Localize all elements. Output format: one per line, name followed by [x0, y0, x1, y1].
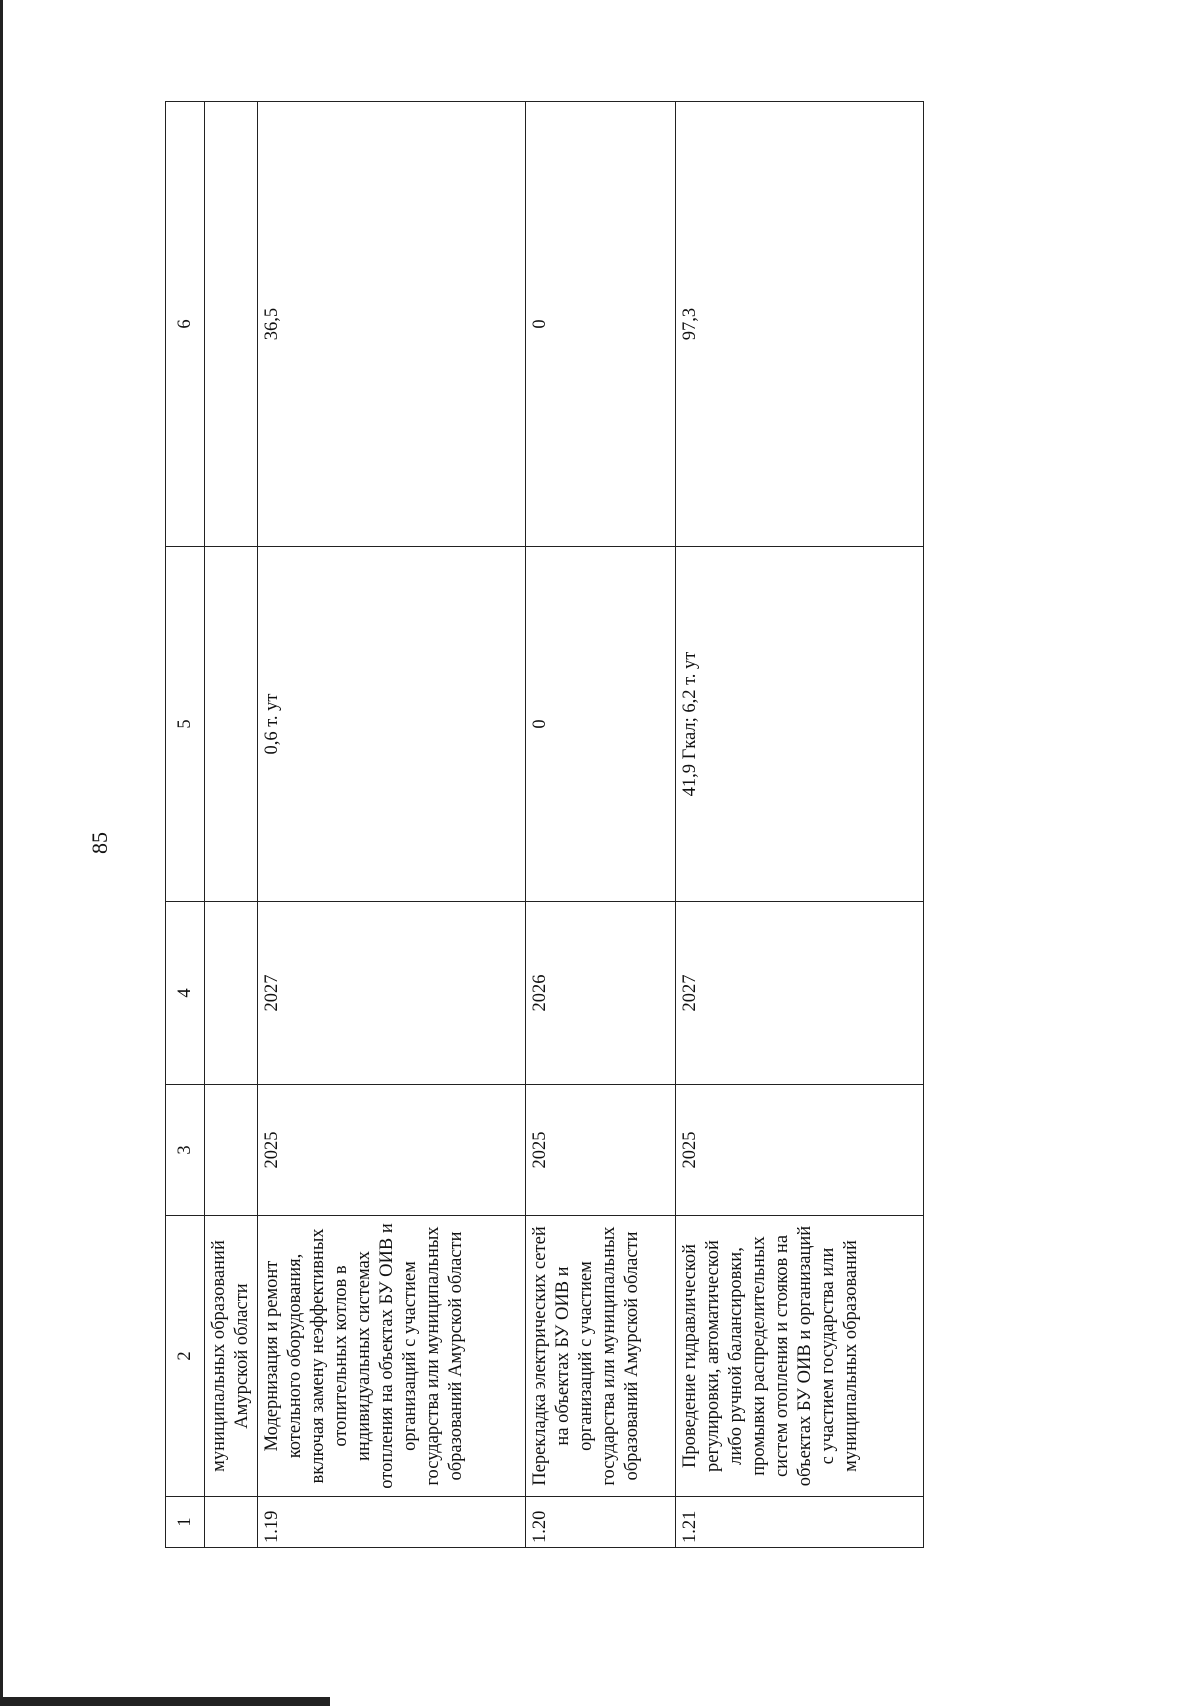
table-row-continuation [205, 102, 258, 1548]
cell-end: 2027 [258, 902, 526, 1085]
table-row [526, 102, 676, 1548]
column-header-5: 5 [166, 547, 205, 902]
cell-col6: 0 [526, 102, 676, 547]
cell-name: муниципальных образований Амурской области [205, 1216, 258, 1497]
page-number: 85 [87, 832, 112, 854]
cell-num: 1.19 [258, 1497, 526, 1548]
table-row [258, 102, 526, 1548]
column-header-4: 4 [166, 902, 205, 1085]
cell-col6: 36,5 [258, 102, 526, 547]
scan-edge-left [0, 0, 3, 1706]
cell-start: 2025 [676, 1085, 924, 1216]
cell-start: 2025 [258, 1085, 526, 1216]
table-row [676, 102, 924, 1548]
column-header-2: 2 [166, 1216, 205, 1497]
cell-end [205, 902, 258, 1085]
column-header-3: 3 [166, 1085, 205, 1216]
cell-col6 [205, 102, 258, 547]
cell-start [205, 1085, 258, 1216]
cell-end: 2026 [526, 902, 676, 1085]
cell-effect: 0 [526, 547, 676, 902]
cell-name: Перекладка электрических сетей на объектах БУ ОИВ и организаций с участием государства или муниципальных образований Амурской области [526, 1216, 676, 1497]
cell-effect [205, 547, 258, 902]
cell-num: 1.21 [676, 1497, 924, 1548]
cell-effect: 41,9 Гкал; 6,2 т. ут [676, 547, 924, 902]
cell-name: Модернизация и ремонт котельного оборудования, включая замену неэффективных отопительных котлов в индивидуальных системах отопления на объектах БУ ОИВ и организаций с участием государства или муниципальных образований Амурской области [258, 1216, 526, 1497]
cell-col6: 97,3 [676, 102, 924, 547]
measures-table [165, 101, 924, 1548]
cell-num: 1.20 [526, 1497, 676, 1548]
column-header-1: 1 [166, 1497, 205, 1548]
cell-end: 2027 [676, 902, 924, 1085]
rotated-page [87, 138, 1033, 1548]
cell-effect: 0,6 т. ут [258, 547, 526, 902]
cell-num [205, 1497, 258, 1548]
column-header-6: 6 [166, 102, 205, 547]
column-number-row [166, 102, 205, 1548]
scan-edge-bottom [0, 1697, 330, 1706]
cell-start: 2025 [526, 1085, 676, 1216]
cell-name: Проведение гидравлической регулировки, автоматической либо ручной балансировки, промывки распределительных систем отопления и стояков на объектах БУ ОИВ и организаций с участием государства или муниципальных образований [676, 1216, 924, 1497]
